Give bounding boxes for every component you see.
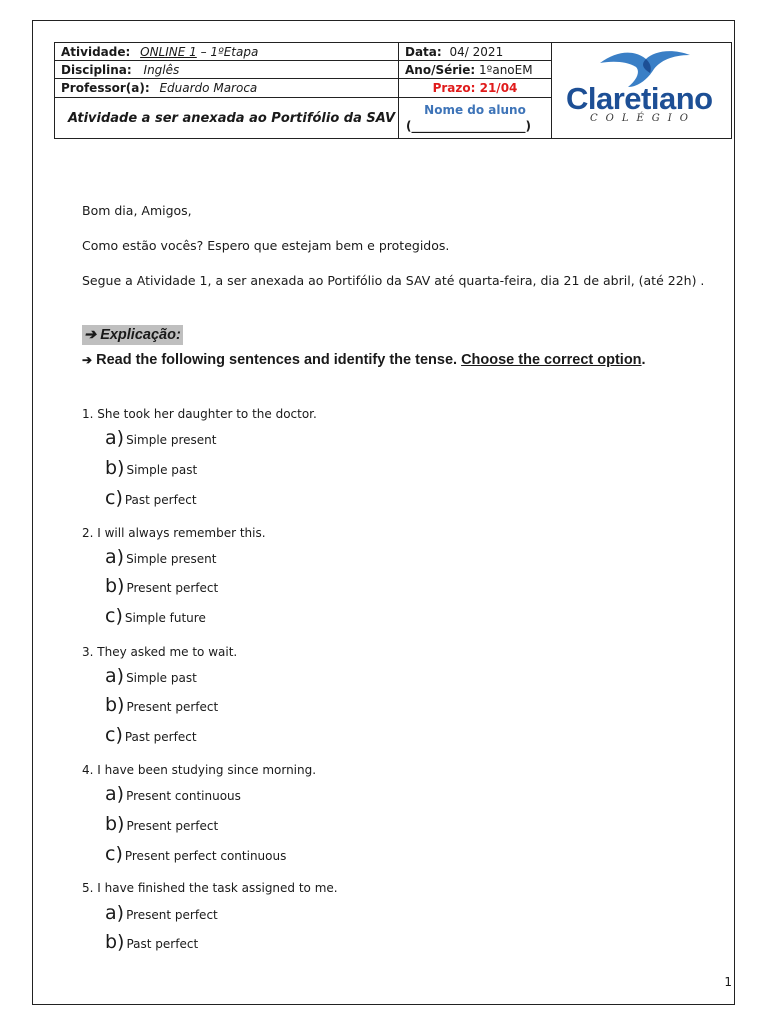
- instruction: [82, 352, 646, 368]
- option-letter: b): [105, 457, 125, 479]
- option-text: Present perfect: [126, 819, 219, 833]
- option-5a[interactable]: [105, 902, 218, 924]
- option-3c[interactable]: [105, 724, 197, 746]
- option-text: Simple present: [126, 552, 217, 566]
- nome-aluno-cell[interactable]: [398, 97, 552, 139]
- option-letter: b): [105, 694, 125, 716]
- nome-aluno-line: (___________________): [406, 119, 531, 133]
- option-3a[interactable]: [105, 665, 197, 687]
- option-letter: c): [105, 843, 123, 865]
- arrow-right-icon: ➔: [84, 327, 97, 343]
- disciplina-label: Disciplina:: [61, 63, 132, 77]
- option-2b[interactable]: [105, 575, 218, 597]
- page-number: 1: [724, 975, 732, 989]
- atividade-label: Atividade:: [61, 45, 131, 59]
- atividade-value: ONLINE 1: [140, 45, 197, 59]
- option-letter: c): [105, 487, 123, 509]
- option-letter: a): [105, 783, 125, 805]
- data-value: 04/ 2021: [449, 45, 504, 59]
- prazo-cell: [398, 78, 552, 98]
- segue-paragraph: Segue a Atividade 1, a ser anexada ao Portifólio da SAV até quarta-feira, dia 21 de abril, (até 22h) .: [82, 273, 705, 288]
- instruction-end: .: [641, 352, 646, 368]
- logo-subtitle: COLÉGIO: [590, 113, 696, 124]
- instruction-text: Read the following sentences and identify the tense.: [96, 352, 462, 368]
- option-text: Past perfect: [124, 730, 197, 744]
- option-letter: c): [105, 605, 123, 627]
- greeting: Bom dia, Amigos,: [82, 203, 192, 218]
- anexar-cell: [54, 97, 399, 139]
- option-1c[interactable]: [105, 487, 197, 509]
- header-table: [54, 42, 732, 139]
- question-1: 1. She took her daughter to the doctor.: [82, 407, 317, 421]
- option-text: Simple future: [124, 611, 206, 625]
- disciplina-value: Inglês: [143, 63, 180, 77]
- option-text: Present perfect: [126, 581, 219, 595]
- option-2c[interactable]: [105, 605, 206, 627]
- ano-value: 1ºanoEM: [479, 63, 533, 77]
- option-letter: b): [105, 813, 125, 835]
- professor-label: Professor(a):: [61, 81, 150, 95]
- option-text: Simple past: [126, 671, 197, 685]
- atividade-cell: [54, 42, 399, 61]
- option-letter: a): [105, 546, 125, 568]
- option-4c[interactable]: [105, 843, 286, 865]
- option-letter: a): [105, 902, 125, 924]
- option-4b[interactable]: [105, 813, 218, 835]
- question-3: 3. They asked me to wait.: [82, 645, 238, 659]
- question-4: 4. I have been studying since morning.: [82, 763, 317, 777]
- arrow-right-icon: ➔: [82, 353, 93, 367]
- instruction-emphasis: Choose the correct option: [461, 352, 642, 368]
- atividade-suffix: – 1ºEtapa: [196, 45, 259, 59]
- logo-wordmark: Claretiano: [566, 81, 713, 116]
- data-cell: [398, 42, 552, 61]
- explicacao-label: Explicação:: [100, 327, 181, 343]
- professor-cell: [54, 78, 399, 98]
- ano-label: Ano/Série:: [405, 63, 476, 77]
- option-text: Present perfect continuous: [124, 849, 287, 863]
- option-letter: b): [105, 931, 125, 953]
- option-letter: b): [105, 575, 125, 597]
- claretiano-logo: [551, 42, 732, 139]
- question-5: 5. I have finished the task assigned to me.: [82, 881, 338, 895]
- option-text: Simple present: [126, 433, 217, 447]
- disciplina-cell: [54, 60, 399, 79]
- question-2: 2. I will always remember this.: [82, 526, 266, 540]
- option-4a[interactable]: [105, 783, 241, 805]
- professor-value: Eduardo Maroca: [159, 81, 258, 95]
- nome-aluno-label: Nome do aluno: [424, 103, 526, 117]
- ano-cell: [398, 60, 552, 79]
- anexar-text: Atividade a ser anexada ao Portifólio da SAV: [68, 111, 396, 126]
- option-text: Past perfect: [124, 493, 197, 507]
- option-letter: a): [105, 665, 125, 687]
- option-letter: a): [105, 427, 125, 449]
- option-text: Present perfect: [126, 700, 219, 714]
- option-text: Present perfect: [126, 908, 218, 922]
- option-5b[interactable]: [105, 931, 198, 953]
- explicacao-heading: [82, 325, 183, 345]
- option-text: Past perfect: [126, 937, 199, 951]
- option-1b[interactable]: [105, 457, 197, 479]
- question-line: Como estão vocês? Espero que estejam bem e protegidos.: [82, 238, 450, 253]
- option-3b[interactable]: [105, 694, 218, 716]
- option-2a[interactable]: [105, 546, 216, 568]
- prazo-text: Prazo: 21/04: [432, 81, 518, 95]
- option-1a[interactable]: [105, 427, 216, 449]
- option-letter: c): [105, 724, 123, 746]
- option-text: Simple past: [126, 463, 198, 477]
- option-text: Present continuous: [126, 789, 241, 803]
- data-label: Data:: [405, 45, 442, 59]
